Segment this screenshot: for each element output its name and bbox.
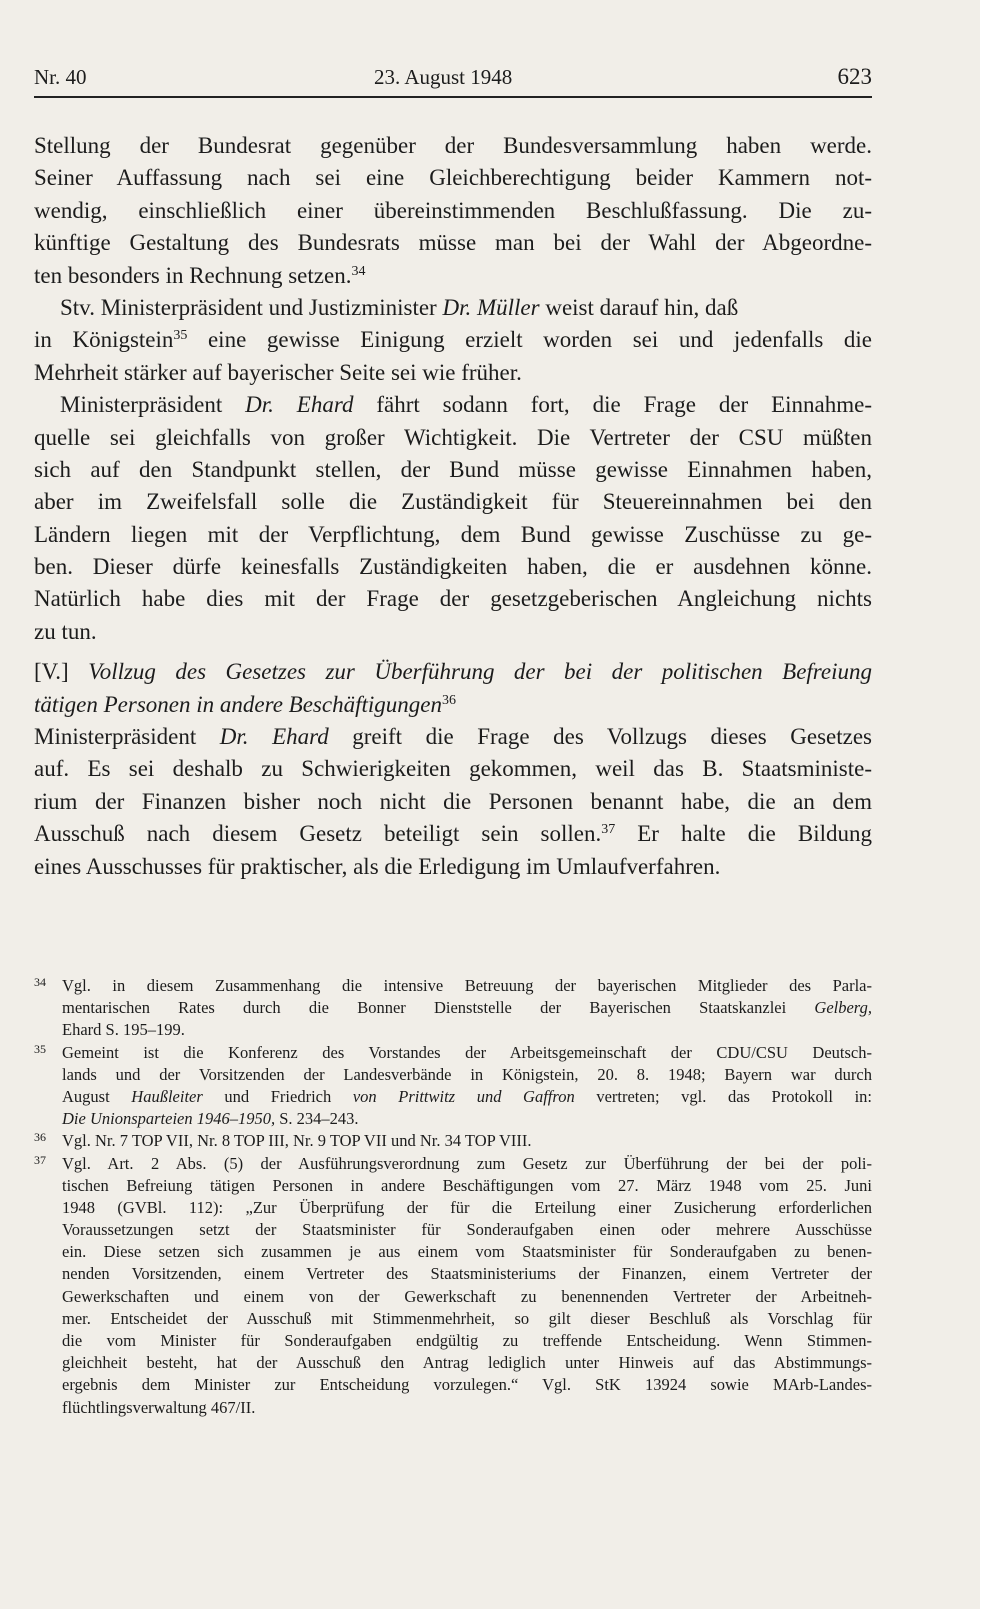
running-header: [34, 64, 872, 94]
footnote-line: 37 Vgl. Art. 2 Abs. (5) der Ausführungsverordnung zum Gesetz zur Überführung der bei der poli-: [34, 1152, 872, 1173]
footnotes: [34, 975, 872, 1419]
text-run: tischen Befreiung tätigen Personen in andere Beschäftigungen vom 27. März 1948 vom 25. Juni: [62, 1175, 872, 1195]
body-line: [34, 583, 872, 615]
text-run: eines Ausschusses für praktischer, als die Erledigung im Umlaufverfahren.: [34, 853, 721, 879]
text-run: August: [62, 1086, 132, 1106]
footnote-line: [34, 1330, 872, 1352]
footnote-line: [34, 1308, 872, 1330]
text-run: Ministerpräsident: [34, 724, 220, 750]
text-run: nenden Vorsitzenden, einem Vertreter des Staatsministeriums der Finanzen, einem Vertreter der: [62, 1264, 872, 1284]
body-line: [34, 786, 872, 818]
text-run: mentarischen Rates durch die Bonner Dienststelle der Bayerischen Staatskanzlei: [62, 998, 815, 1018]
footnote-line: [34, 1197, 872, 1219]
footnote-line: 36 Vgl. Nr. 7 TOP VII, Nr. 8 TOP III, Nr. 9 TOP VII und Nr. 34 TOP VIII.: [34, 1130, 532, 1151]
text-run: 1948 (GVBl. 112): „Zur Überprüfung der für die Erteilung einer Zusicherung erforderlichen: [62, 1197, 872, 1217]
text-run: ten besonders in Rechnung setzen.: [34, 262, 352, 288]
footnote-line: [34, 1219, 872, 1241]
footnote-line: [34, 1108, 872, 1130]
text-run: Gemeint ist die Konferenz des Vorstandes der Arbeitsgemeinschaft der CDU/CSU Deutsch-: [62, 1042, 872, 1062]
page-edge: [980, 0, 1000, 1609]
body-line: [34, 195, 872, 227]
body-line: [34, 292, 872, 324]
body-line: [34, 324, 872, 356]
text-run: greift die Frage des Vollzugs dieses Gesetzes: [328, 724, 872, 750]
italic-text: Die Unionsparteien 1946–1950,: [62, 1109, 276, 1129]
italic-text: Gelberg,: [814, 998, 872, 1018]
footnote-ref: 34: [351, 263, 366, 279]
text-run: [V.]: [34, 659, 89, 685]
body-line: [34, 656, 872, 688]
text-run: flüchtlingsverwaltung 467/II.: [62, 1397, 256, 1417]
text-run: sich auf den Standpunkt stellen, der Bund müsse gewisse Einnahmen haben,: [34, 456, 872, 482]
body-line: [34, 551, 872, 583]
text-run: Gewerkschaften und einem von der Gewerkschaft zu benennenden Vertreter der Arbeitneh-: [62, 1286, 872, 1306]
text-run: Er halte die Bildung: [615, 821, 872, 847]
footnote-line: [34, 1374, 872, 1396]
text-run: in Königstein: [34, 327, 174, 353]
text-run: Seiner Auffassung nach sei eine Gleichberechtigung beider Kammern not-: [34, 165, 872, 191]
text-run: fährt sodann fort, die Frage der Einnahme-: [353, 392, 873, 418]
text-run: auf. Es sei deshalb zu Schwierigkeiten gekommen, weil das B. Staatsministe-: [34, 756, 872, 782]
text-run: Stellung der Bundesrat gegenüber der Bundesversammlung haben werde.: [34, 133, 872, 158]
footnote-line: [34, 1175, 872, 1197]
footnote-ref: 36: [441, 692, 456, 708]
issue-number: Nr. 40: [34, 65, 87, 89]
italic-text: Vollzug des Gesetzes zur Überführung der bei der politischen Befreiung: [88, 659, 872, 685]
body-line: [34, 422, 872, 454]
text-run: und Friedrich: [202, 1086, 353, 1106]
page-number: 623: [837, 64, 872, 89]
body-line: [34, 753, 872, 785]
text-run: zu tun.: [34, 618, 97, 644]
header-rule: [34, 96, 872, 98]
text-run: ben. Dieser dürfe keinesfalls Zuständigkeiten haben, die er ausdehnen könne.: [34, 554, 872, 580]
footnote-line: [34, 1397, 872, 1419]
italic-text: Dr. Ehard: [245, 392, 354, 418]
footnote-line: [34, 1263, 872, 1285]
body-text: [34, 130, 872, 883]
footnote-line: [34, 1241, 872, 1263]
footnote-line: [34, 1352, 872, 1374]
text-run: Vgl. Art. 2 Abs. (5) der Ausführungsverordnung zum Gesetz zur Überführung der bei der poli-: [62, 1153, 872, 1173]
body-line: [34, 486, 872, 518]
text-run: Ehard S. 195–199.: [62, 1020, 185, 1040]
text-run: S. 234–243.: [275, 1109, 359, 1129]
text-run: lands und der Vorsitzenden der Landesverbände in Königstein, 20. 8. 1948; Bayern war durch: [62, 1064, 872, 1084]
header-date: 23. August 1948: [374, 65, 513, 89]
text-run: Ministerpräsident: [60, 392, 246, 418]
body-line: [34, 519, 872, 551]
body-line: [34, 162, 872, 194]
body-line: [34, 260, 872, 292]
footnote-line: [34, 1086, 872, 1108]
text-run: Vgl. Nr. 7 TOP VII, Nr. 8 TOP III, Nr. 9 TOP VII und Nr. 34 TOP VIII.: [62, 1131, 532, 1151]
italic-text: Haußleiter: [131, 1086, 203, 1106]
text-run: mer. Entscheidet der Ausschuß mit Stimmenmehrheit, so gilt dieser Beschluß als Vorschlag für: [62, 1308, 872, 1328]
italic-text: von Prittwitz und Gaffron: [352, 1086, 575, 1106]
footnote-line: 34 Vgl. in diesem Zusammenhang die intensive Betreuung der bayerischen Mitglieder des Parla-: [34, 975, 872, 995]
text-run: ein. Diese setzen sich zusammen je aus einem vom Staatsminister für Sonderaufgaben zu benen-: [62, 1242, 872, 1262]
footnote-line: [34, 1286, 872, 1308]
text-run: weist darauf hin, daß: [539, 294, 739, 320]
text-run: Mehrheit stärker auf bayerischer Seite sei wie früher.: [34, 359, 522, 385]
text-run: gleichheit besteht, hat der Ausschuß den Antrag lediglich unter Hinweis auf das Abstimmungs-: [62, 1353, 872, 1373]
text-run: Ausschuß nach diesem Gesetz beteiligt sein sollen.: [34, 821, 602, 847]
text-run: eine gewisse Einigung erzielt worden sei und jedenfalls die: [187, 327, 872, 353]
text-run: Vgl. in diesem Zusammenhang die intensive Betreuung der bayerischen Mitglieder des Parla-: [62, 976, 872, 995]
footnote-line: [34, 1019, 872, 1041]
body-line: [34, 818, 872, 850]
italic-text: Dr. Ehard: [219, 724, 329, 750]
text-run: wendig, einschließlich einer übereinstimmenden Beschlußfassung. Die zu-: [34, 197, 872, 223]
text-run: die vom Minister für Sonderaufgaben endgültig zu treffende Entscheidung. Wenn Stimmen-: [62, 1331, 872, 1350]
body-line: [34, 851, 872, 883]
text-run: künftige Gestaltung des Bundesrats müsse man bei der Wahl der Abgeordne-: [34, 230, 872, 256]
text-run: rium der Finanzen bisher noch nicht die Personen benannt habe, die an dem: [34, 788, 872, 814]
italic-text: Dr. Müller: [442, 294, 540, 320]
body-line: [34, 389, 872, 421]
text-run: ergebnis dem Minister zur Entscheidung vorzulegen.“ Vgl. StK 13924 sowie MArb-Landes-: [62, 1375, 872, 1395]
text-run: Natürlich habe dies mit der Frage der gesetzgeberischen Angleichung nichts: [34, 586, 872, 612]
body-line: [34, 721, 872, 753]
text-run: Ländern liegen mit der Verpflichtung, dem Bund gewisse Zuschüsse zu ge-: [34, 521, 872, 547]
body-line: [34, 227, 872, 259]
footnote-ref: 35: [173, 328, 188, 344]
footnote-line: [34, 997, 872, 1019]
italic-text: tätigen Personen in andere Beschäftigungen: [34, 691, 442, 717]
text-run: Stv. Ministerpräsident und Justizminister: [60, 294, 443, 320]
footnote-line: [34, 1064, 872, 1086]
footnote-line: 35 Gemeint ist die Konferenz des Vorstandes der Arbeitsgemeinschaft der CDU/CSU Deutsch-: [34, 1041, 872, 1062]
body-line: [34, 616, 872, 648]
footnote-ref: 37: [601, 822, 616, 838]
body-line: [34, 454, 872, 486]
section-gap: [34, 648, 872, 656]
body-line: [34, 130, 872, 162]
text-run: Voraussetzungen setzt der Staatsminister für Sonderaufgaben einen oder mehrere Ausschüsse: [62, 1220, 872, 1240]
body-line: [34, 689, 872, 721]
text-run: aber im Zweifelsfall solle die Zuständigkeit für Steuereinnahmen bei den: [34, 489, 872, 515]
text-run: quelle sei gleichfalls von großer Wichtigkeit. Die Vertreter der CSU müßten: [34, 424, 872, 450]
text-run: vertreten; vgl. das Protokoll in:: [574, 1086, 872, 1106]
body-line: [34, 357, 872, 389]
